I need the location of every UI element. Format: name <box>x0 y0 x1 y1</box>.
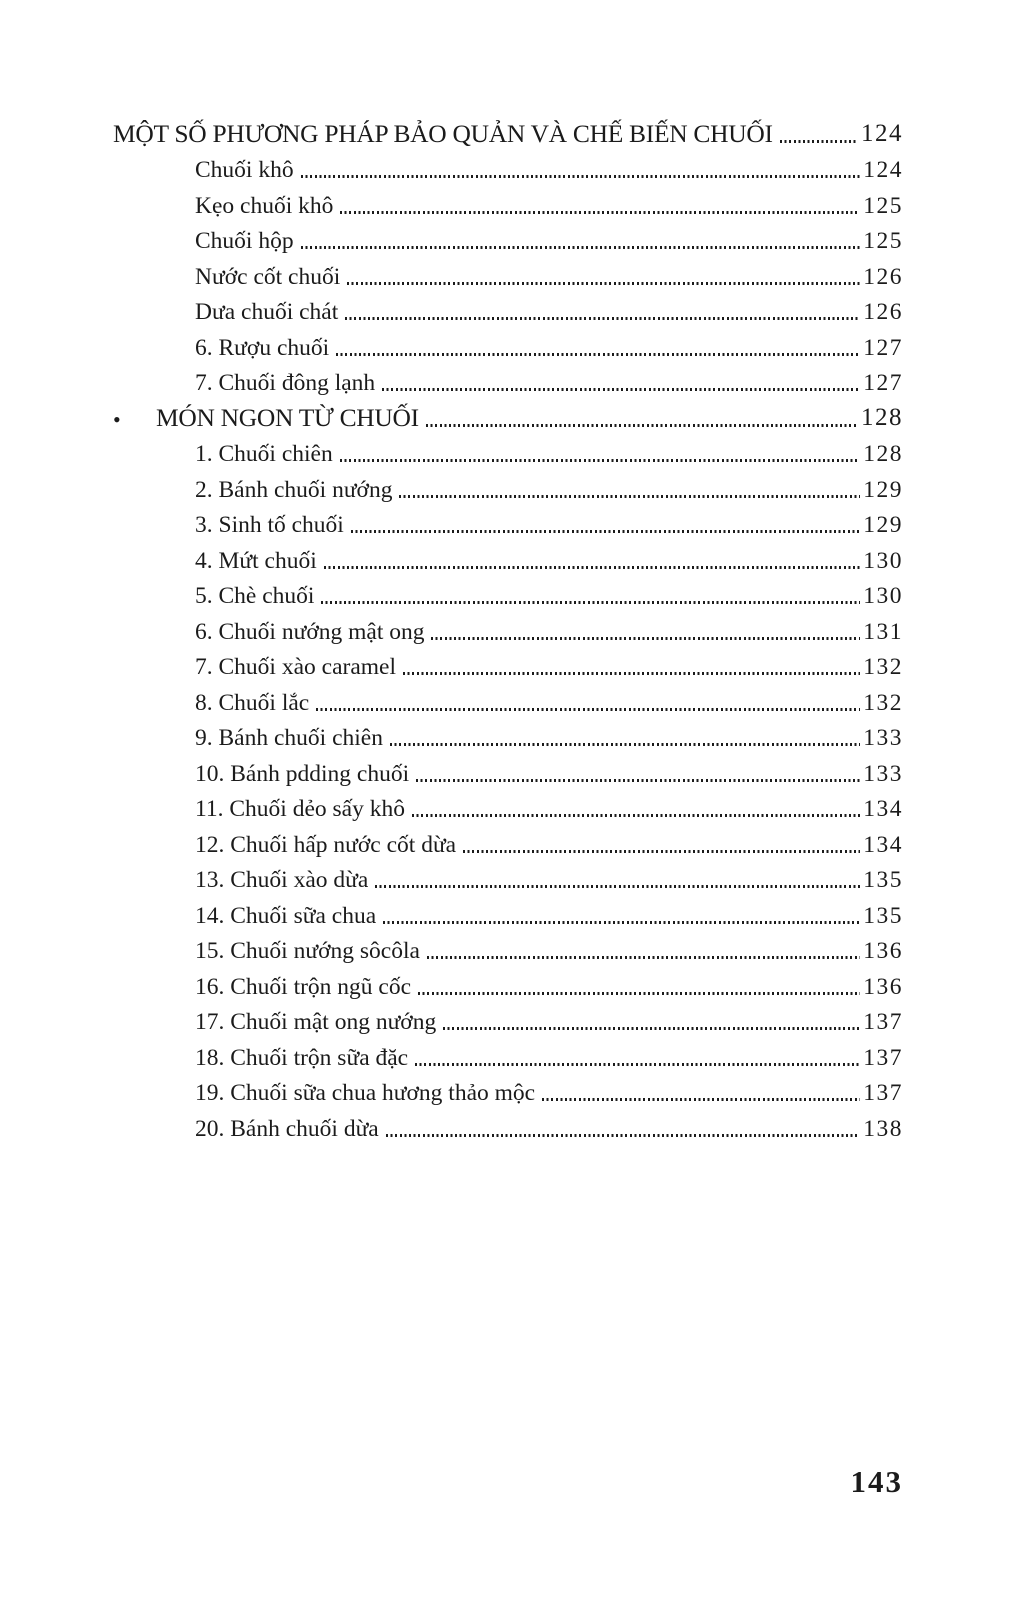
toc-entry <box>113 254 903 290</box>
toc-entry-page: 136 <box>863 938 903 965</box>
toc-entry-label: 13. Chuối xào dừa <box>195 867 369 894</box>
toc-entry <box>113 822 903 858</box>
toc-entry <box>113 609 903 645</box>
toc-entry-page: 124 <box>863 157 903 184</box>
toc-entry-label: Nước cốt chuối <box>195 263 341 290</box>
toc-entry-label: 12. Chuối hấp nước cốt dừa <box>195 831 457 858</box>
toc-entry <box>113 325 903 361</box>
dot-leader <box>386 1134 861 1137</box>
dot-leader <box>443 1027 860 1030</box>
toc-entry-page: 134 <box>863 831 903 858</box>
dot-leader <box>375 885 860 888</box>
toc-entry-page: 137 <box>863 1044 903 1071</box>
toc-entry <box>113 467 903 503</box>
toc-entry-page: 125 <box>863 228 903 255</box>
dot-leader <box>418 992 860 995</box>
toc-entry-label: Chuối khô <box>195 157 294 184</box>
toc-entry-page: 126 <box>863 263 903 290</box>
toc-entry <box>113 1071 903 1107</box>
dot-leader <box>321 601 860 604</box>
toc-entry-page: 133 <box>863 725 903 752</box>
toc-entry-label: 10. Bánh pdding chuối <box>195 760 410 787</box>
dot-leader <box>345 317 860 320</box>
toc-section-title: MÓN NGON TỪ CHUỐI <box>156 402 419 432</box>
dot-leader <box>382 388 860 391</box>
dot-leader <box>351 530 860 533</box>
toc-entry-label: 16. Chuối trộn ngũ cốc <box>195 973 412 1000</box>
dot-leader <box>399 495 860 498</box>
toc-entry <box>113 858 903 894</box>
toc-entry-label: 19. Chuối sữa chua hương thảo mộc <box>195 1080 536 1107</box>
toc-entry-label: 2. Bánh chuối nướng <box>195 476 393 503</box>
toc-entry-page: 137 <box>863 1009 903 1036</box>
dot-leader <box>463 850 860 853</box>
toc-entry-page: 132 <box>863 689 903 716</box>
toc-entry-label: 14. Chuối sữa chua <box>195 902 377 929</box>
toc-entry <box>113 964 903 1000</box>
toc-entry-label: 4. Mứt chuối <box>195 547 317 574</box>
toc-entry-page: 133 <box>863 760 903 787</box>
toc-entry-page: 125 <box>863 192 903 219</box>
toc-entry-page: 127 <box>863 370 903 397</box>
toc-entry <box>113 751 903 787</box>
toc-entry <box>113 503 903 539</box>
dot-leader <box>390 743 860 746</box>
toc-entry-page: 134 <box>863 796 903 823</box>
toc-entry <box>113 680 903 716</box>
toc-entry-label: 8. Chuối lắc <box>195 689 310 716</box>
toc-entry-page: 138 <box>863 1115 903 1142</box>
toc-entry <box>113 183 903 219</box>
dot-leader <box>426 424 858 427</box>
toc-entry-page: 136 <box>863 973 903 1000</box>
toc-entry <box>113 1000 903 1036</box>
toc-entry-label: 6. Chuối nướng mật ong <box>195 618 425 645</box>
toc-entry <box>113 929 903 965</box>
toc-entry-label: 7. Chuối xào caramel <box>195 654 396 681</box>
toc-section-header <box>113 396 903 432</box>
dot-leader <box>301 246 861 249</box>
toc-entry-page: 129 <box>863 476 903 503</box>
toc-entry-label: 15. Chuối nướng sôcôla <box>195 938 420 965</box>
toc-entry <box>113 538 903 574</box>
toc-entry <box>113 290 903 326</box>
toc-entry-label: 5. Chè chuối <box>195 583 315 610</box>
table-of-contents <box>113 112 903 1142</box>
toc-entry-label: 3. Sinh tố chuối <box>195 512 344 539</box>
toc-entry-label: 11. Chuối dẻo sấy khô <box>195 796 405 823</box>
dot-leader <box>347 282 860 285</box>
dot-leader <box>431 637 860 640</box>
dot-leader <box>340 459 861 462</box>
dot-leader <box>416 779 860 782</box>
bullet-icon: • <box>113 407 121 433</box>
toc-entry <box>113 148 903 184</box>
toc-entry-page: 130 <box>863 583 903 610</box>
toc-entry <box>113 787 903 823</box>
toc-entry-label: 7. Chuối đông lạnh <box>195 370 376 397</box>
toc-entry-page: 128 <box>863 441 903 468</box>
toc-entry-label: Dưa chuối chát <box>195 299 339 326</box>
toc-entry <box>113 1035 903 1071</box>
footer-page-number: 143 <box>850 1464 903 1499</box>
dot-leader <box>412 814 860 817</box>
dot-leader <box>301 175 861 178</box>
toc-entry-page: 126 <box>863 299 903 326</box>
toc-entry <box>113 432 903 468</box>
toc-entry-page: 130 <box>863 547 903 574</box>
toc-entry-label: Chuối hộp <box>195 228 294 255</box>
toc-entry <box>113 716 903 752</box>
toc-section-page: 128 <box>861 404 903 432</box>
toc-entry-page: 129 <box>863 512 903 539</box>
dot-leader <box>340 211 860 214</box>
dot-leader <box>383 921 860 924</box>
dot-leader <box>542 1098 860 1101</box>
toc-section-header <box>113 112 903 148</box>
toc-entry <box>113 574 903 610</box>
toc-entry-label: 20. Bánh chuối dừa <box>195 1115 379 1142</box>
toc-entry-page: 131 <box>863 618 903 645</box>
toc-entry-label: Kẹo chuối khô <box>195 192 334 219</box>
toc-entry-label: 6. Rượu chuối <box>195 334 330 361</box>
dot-leader <box>324 566 861 569</box>
toc-entry <box>113 1106 903 1142</box>
dot-leader <box>316 708 860 711</box>
toc-section-title: MỘT SỐ PHƯƠNG PHÁP BẢO QUẢN VÀ CHẾ BIẾN CHUỐI <box>113 118 773 148</box>
toc-entry-page: 135 <box>863 867 903 894</box>
toc-entry-label: 18. Chuối trộn sữa đặc <box>195 1044 409 1071</box>
toc-entry-page: 135 <box>863 902 903 929</box>
toc-entry <box>113 645 903 681</box>
toc-entry <box>113 219 903 255</box>
toc-entry-page: 132 <box>863 654 903 681</box>
toc-entry-label: 1. Chuối chiên <box>195 441 333 468</box>
dot-leader <box>403 672 860 675</box>
dot-leader <box>780 140 858 143</box>
toc-entry <box>113 361 903 397</box>
toc-entry-page: 137 <box>863 1080 903 1107</box>
toc-section-page: 124 <box>861 120 903 148</box>
dot-leader <box>427 956 860 959</box>
toc-entry-page: 127 <box>863 334 903 361</box>
toc-entry <box>113 893 903 929</box>
toc-entry-label: 9. Bánh chuối chiên <box>195 725 383 752</box>
dot-leader <box>336 353 860 356</box>
toc-entry-label: 17. Chuối mật ong nướng <box>195 1009 437 1036</box>
dot-leader <box>415 1063 860 1066</box>
